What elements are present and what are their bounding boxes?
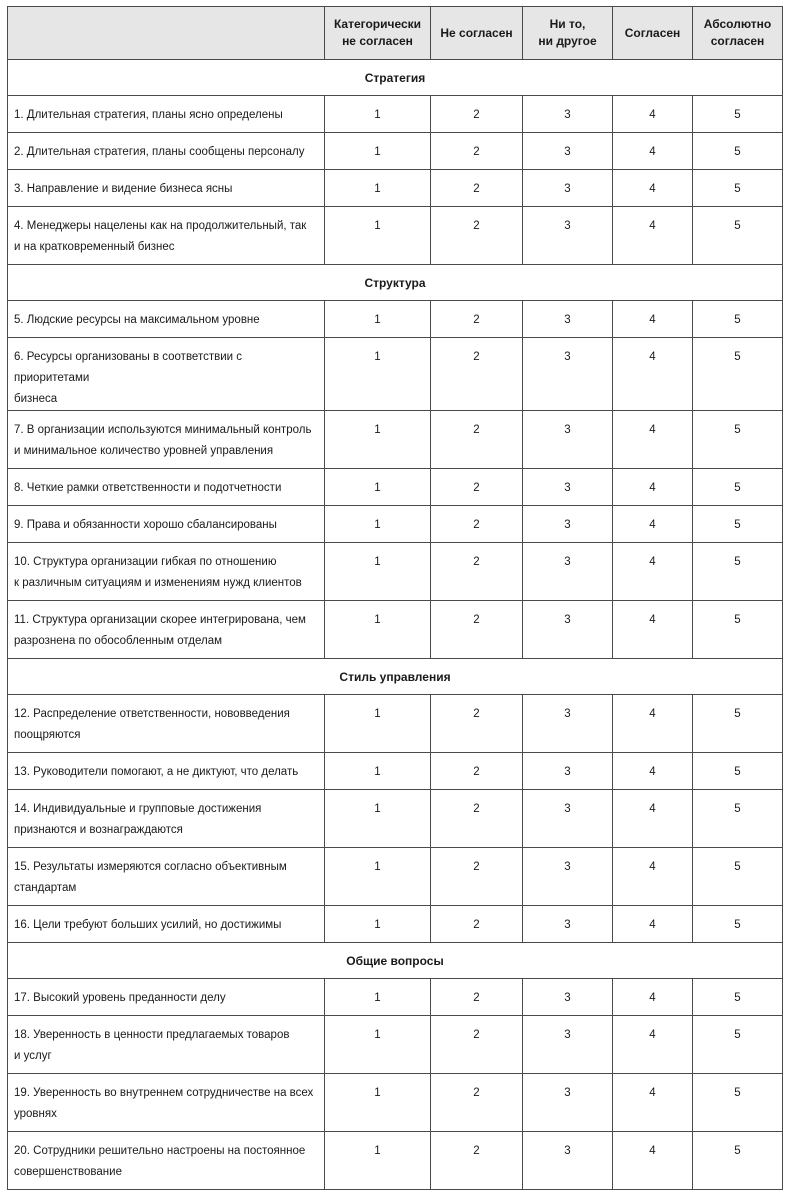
rating-option-4[interactable]: 4 — [613, 848, 693, 906]
question-text: 5. Людские ресурсы на максимальном уровне — [8, 301, 325, 338]
rating-option-2[interactable]: 2 — [431, 695, 523, 753]
rating-option-3[interactable]: 3 — [523, 1074, 613, 1132]
question-text: 14. Индивидуальные и групповые достижения признаются и вознаграждаются — [8, 790, 325, 848]
question-text: 7. В организации используются минимальный контроль и минимальное количество уровней управления — [8, 411, 325, 469]
rating-option-2[interactable]: 2 — [431, 1074, 523, 1132]
question-text: 1. Длительная стратегия, планы ясно определены — [8, 96, 325, 133]
rating-option-5[interactable]: 5 — [693, 301, 783, 338]
rating-option-2[interactable]: 2 — [431, 848, 523, 906]
rating-option-1[interactable]: 1 — [325, 906, 431, 943]
rating-option-5[interactable]: 5 — [693, 790, 783, 848]
rating-option-1[interactable]: 1 — [325, 1074, 431, 1132]
rating-option-2[interactable]: 2 — [431, 506, 523, 543]
rating-option-2[interactable]: 2 — [431, 906, 523, 943]
rating-option-4[interactable]: 4 — [613, 96, 693, 133]
section-row — [8, 60, 783, 96]
header-strongly-agree: Абсолютно согласен — [693, 7, 783, 60]
header-strongly-disagree: Категорически не согласен — [325, 7, 431, 60]
question-row — [8, 338, 783, 411]
rating-option-1[interactable]: 1 — [325, 601, 431, 659]
rating-option-3[interactable]: 3 — [523, 411, 613, 469]
rating-option-2[interactable]: 2 — [431, 543, 523, 601]
rating-option-5[interactable]: 5 — [693, 506, 783, 543]
rating-option-1[interactable]: 1 — [325, 848, 431, 906]
section-title: Стиль управления — [8, 659, 783, 695]
rating-option-2[interactable]: 2 — [431, 1132, 523, 1190]
rating-option-2[interactable]: 2 — [431, 411, 523, 469]
rating-option-3[interactable]: 3 — [523, 906, 613, 943]
question-text: 16. Цели требуют больших усилий, но достижимы — [8, 906, 325, 943]
rating-option-2[interactable]: 2 — [431, 170, 523, 207]
rating-option-2[interactable]: 2 — [431, 753, 523, 790]
question-text: 10. Структура организации гибкая по отношению к различным ситуациям и изменениям нужд клиентов — [8, 543, 325, 601]
rating-option-3[interactable]: 3 — [523, 601, 613, 659]
survey-body — [8, 60, 783, 1190]
rating-option-3[interactable]: 3 — [523, 469, 613, 506]
rating-option-2[interactable]: 2 — [431, 338, 523, 411]
question-text: 17. Высокий уровень преданности делу — [8, 979, 325, 1016]
question-text: 18. Уверенность в ценности предлагаемых товаров и услуг — [8, 1016, 325, 1074]
rating-option-1[interactable]: 1 — [325, 790, 431, 848]
question-row — [8, 301, 783, 338]
rating-option-5[interactable]: 5 — [693, 601, 783, 659]
rating-option-3[interactable]: 3 — [523, 543, 613, 601]
rating-option-4[interactable]: 4 — [613, 207, 693, 265]
rating-option-4[interactable]: 4 — [613, 411, 693, 469]
question-text: 9. Права и обязанности хорошо сбалансированы — [8, 506, 325, 543]
rating-option-4[interactable]: 4 — [613, 543, 693, 601]
question-row — [8, 790, 783, 848]
question-row — [8, 411, 783, 469]
rating-option-4[interactable]: 4 — [613, 906, 693, 943]
question-text: 19. Уверенность во внутреннем сотрудничестве на всех уровнях — [8, 1074, 325, 1132]
rating-option-4[interactable]: 4 — [613, 170, 693, 207]
rating-option-2[interactable]: 2 — [431, 301, 523, 338]
header-disagree: Не согласен — [431, 7, 523, 60]
rating-option-3[interactable]: 3 — [523, 133, 613, 170]
section-row — [8, 265, 783, 301]
question-text: 8. Четкие рамки ответственности и подотчетности — [8, 469, 325, 506]
question-text: 3. Направление и видение бизнеса ясны — [8, 170, 325, 207]
question-row — [8, 1074, 783, 1132]
rating-option-2[interactable]: 2 — [431, 133, 523, 170]
rating-option-4[interactable]: 4 — [613, 506, 693, 543]
section-title: Общие вопросы — [8, 943, 783, 979]
rating-option-3[interactable]: 3 — [523, 96, 613, 133]
rating-option-5[interactable]: 5 — [693, 979, 783, 1016]
question-row — [8, 543, 783, 601]
rating-option-5[interactable]: 5 — [693, 753, 783, 790]
rating-option-1[interactable]: 1 — [325, 207, 431, 265]
rating-option-2[interactable]: 2 — [431, 790, 523, 848]
question-row — [8, 96, 783, 133]
rating-option-2[interactable]: 2 — [431, 96, 523, 133]
rating-option-3[interactable]: 3 — [523, 506, 613, 543]
question-text: 15. Результаты измеряются согласно объективным стандартам — [8, 848, 325, 906]
rating-option-1[interactable]: 1 — [325, 411, 431, 469]
rating-option-2[interactable]: 2 — [431, 979, 523, 1016]
rating-option-1[interactable]: 1 — [325, 695, 431, 753]
rating-option-4[interactable]: 4 — [613, 469, 693, 506]
rating-option-3[interactable]: 3 — [523, 207, 613, 265]
rating-option-1[interactable]: 1 — [325, 170, 431, 207]
rating-option-3[interactable]: 3 — [523, 979, 613, 1016]
rating-option-5[interactable]: 5 — [693, 848, 783, 906]
question-row — [8, 906, 783, 943]
section-row — [8, 943, 783, 979]
rating-option-5[interactable]: 5 — [693, 469, 783, 506]
question-row — [8, 170, 783, 207]
rating-option-4[interactable]: 4 — [613, 695, 693, 753]
rating-option-4[interactable]: 4 — [613, 753, 693, 790]
rating-option-4[interactable]: 4 — [613, 338, 693, 411]
rating-option-4[interactable]: 4 — [613, 301, 693, 338]
rating-option-5[interactable]: 5 — [693, 695, 783, 753]
question-row — [8, 1132, 783, 1190]
question-row — [8, 133, 783, 170]
rating-option-5[interactable]: 5 — [693, 207, 783, 265]
rating-option-1[interactable]: 1 — [325, 506, 431, 543]
question-row — [8, 1016, 783, 1074]
rating-option-5[interactable]: 5 — [693, 1132, 783, 1190]
question-row — [8, 207, 783, 265]
rating-option-1[interactable]: 1 — [325, 469, 431, 506]
rating-option-5[interactable]: 5 — [693, 338, 783, 411]
rating-option-1[interactable]: 1 — [325, 543, 431, 601]
rating-option-5[interactable]: 5 — [693, 1016, 783, 1074]
rating-option-1[interactable]: 1 — [325, 1132, 431, 1190]
question-text: 2. Длительная стратегия, планы сообщены персоналу — [8, 133, 325, 170]
rating-option-1[interactable]: 1 — [325, 753, 431, 790]
question-text: 20. Сотрудники решительно настроены на постоянное совершенствование — [8, 1132, 325, 1190]
question-text: 12. Распределение ответственности, нововведения поощряются — [8, 695, 325, 753]
rating-option-4[interactable]: 4 — [613, 979, 693, 1016]
question-row — [8, 979, 783, 1016]
rating-option-1[interactable]: 1 — [325, 301, 431, 338]
rating-option-1[interactable]: 1 — [325, 338, 431, 411]
rating-option-3[interactable]: 3 — [523, 848, 613, 906]
section-title: Стратегия — [8, 60, 783, 96]
question-row — [8, 848, 783, 906]
rating-option-5[interactable]: 5 — [693, 170, 783, 207]
header-agree: Согласен — [613, 7, 693, 60]
question-text: 13. Руководители помогают, а не диктуют, что делать — [8, 753, 325, 790]
rating-option-1[interactable]: 1 — [325, 1016, 431, 1074]
header-question-cell — [8, 7, 325, 60]
question-text: 4. Менеджеры нацелены как на продолжительный, так и на кратковременный бизнес — [8, 207, 325, 265]
rating-option-5[interactable]: 5 — [693, 133, 783, 170]
rating-option-4[interactable]: 4 — [613, 790, 693, 848]
rating-option-3[interactable]: 3 — [523, 790, 613, 848]
rating-option-4[interactable]: 4 — [613, 601, 693, 659]
rating-option-5[interactable]: 5 — [693, 906, 783, 943]
rating-option-3[interactable]: 3 — [523, 1132, 613, 1190]
rating-option-2[interactable]: 2 — [431, 1016, 523, 1074]
question-row — [8, 753, 783, 790]
rating-option-4[interactable]: 4 — [613, 1074, 693, 1132]
rating-option-2[interactable]: 2 — [431, 601, 523, 659]
rating-option-5[interactable]: 5 — [693, 1074, 783, 1132]
rating-option-2[interactable]: 2 — [431, 469, 523, 506]
header-row — [8, 7, 783, 60]
header-neutral: Ни то, ни другое — [523, 7, 613, 60]
rating-option-3[interactable]: 3 — [523, 1016, 613, 1074]
rating-option-3[interactable]: 3 — [523, 753, 613, 790]
rating-option-5[interactable]: 5 — [693, 411, 783, 469]
rating-option-1[interactable]: 1 — [325, 96, 431, 133]
rating-option-1[interactable]: 1 — [325, 979, 431, 1016]
question-row — [8, 506, 783, 543]
rating-option-3[interactable]: 3 — [523, 338, 613, 411]
question-row — [8, 601, 783, 659]
rating-option-3[interactable]: 3 — [523, 170, 613, 207]
question-row — [8, 695, 783, 753]
section-title: Структура — [8, 265, 783, 301]
rating-option-4[interactable]: 4 — [613, 1132, 693, 1190]
section-row — [8, 659, 783, 695]
rating-option-3[interactable]: 3 — [523, 301, 613, 338]
rating-option-5[interactable]: 5 — [693, 543, 783, 601]
rating-option-4[interactable]: 4 — [613, 1016, 693, 1074]
rating-option-4[interactable]: 4 — [613, 133, 693, 170]
question-text: 11. Структура организации скорее интегрирована, чем разрознена по обособленным отделам — [8, 601, 325, 659]
rating-option-3[interactable]: 3 — [523, 695, 613, 753]
question-text: 6. Ресурсы организованы в соответствии с приоритетами бизнеса — [8, 338, 325, 411]
rating-option-5[interactable]: 5 — [693, 96, 783, 133]
rating-option-1[interactable]: 1 — [325, 133, 431, 170]
question-row — [8, 469, 783, 506]
survey-table — [7, 6, 783, 1190]
rating-option-2[interactable]: 2 — [431, 207, 523, 265]
